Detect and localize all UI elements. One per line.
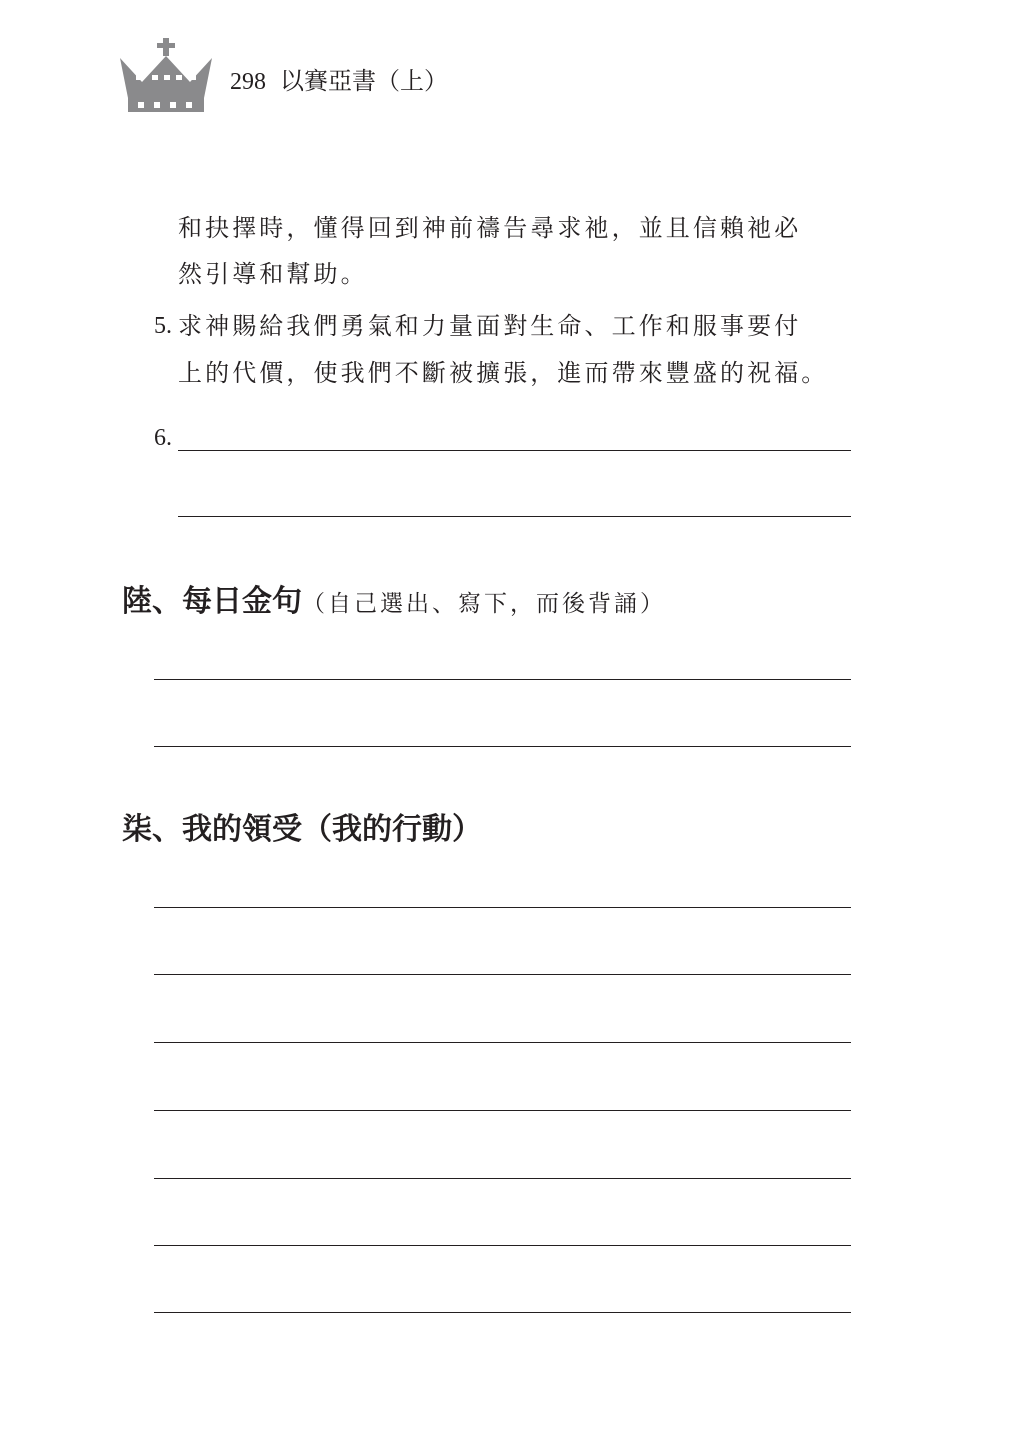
prayer-item-6-number: 6. xyxy=(154,425,172,451)
blank-line-reception-4 xyxy=(154,1110,851,1111)
prayer-item-5-line-1: 求神賜給我們勇氣和力量面對生命、工作和服事要付 xyxy=(178,312,802,340)
running-header xyxy=(230,64,448,99)
page-number: 298 xyxy=(230,69,266,95)
section-my-reception-heading: 柒、我的領受（我的行動） xyxy=(122,812,482,847)
blank-line-reception-1 xyxy=(154,907,851,908)
prayer-item-5-line-2: 上的代價，使我們不斷被擴張，進而帶來豐盛的祝福。 xyxy=(178,359,829,387)
crown-icon xyxy=(118,38,214,114)
blank-line-verse-2 xyxy=(154,746,851,747)
blank-line-item-6-1 xyxy=(178,450,851,451)
blank-line-reception-7 xyxy=(154,1312,851,1313)
book-title: 以賽亞書（上） xyxy=(280,67,448,95)
prayer-item-4-line-1: 和抉擇時，懂得回到神前禱告尋求祂，並且信賴祂必 xyxy=(178,214,802,242)
section-daily-verse-heading xyxy=(122,580,666,626)
blank-line-reception-6 xyxy=(154,1245,851,1246)
prayer-item-5-number: 5. xyxy=(154,313,172,339)
blank-line-reception-2 xyxy=(154,974,851,975)
blank-line-reception-5 xyxy=(154,1178,851,1179)
prayer-item-4-line-2: 然引導和幫助。 xyxy=(178,260,368,288)
blank-line-verse-1 xyxy=(154,679,851,680)
section-daily-verse-note: （自己選出、寫下，而後背誦） xyxy=(302,591,666,617)
blank-line-reception-3 xyxy=(154,1042,851,1043)
blank-line-item-6-2 xyxy=(178,516,851,517)
section-daily-verse-title: 陸、每日金句 xyxy=(122,584,302,619)
